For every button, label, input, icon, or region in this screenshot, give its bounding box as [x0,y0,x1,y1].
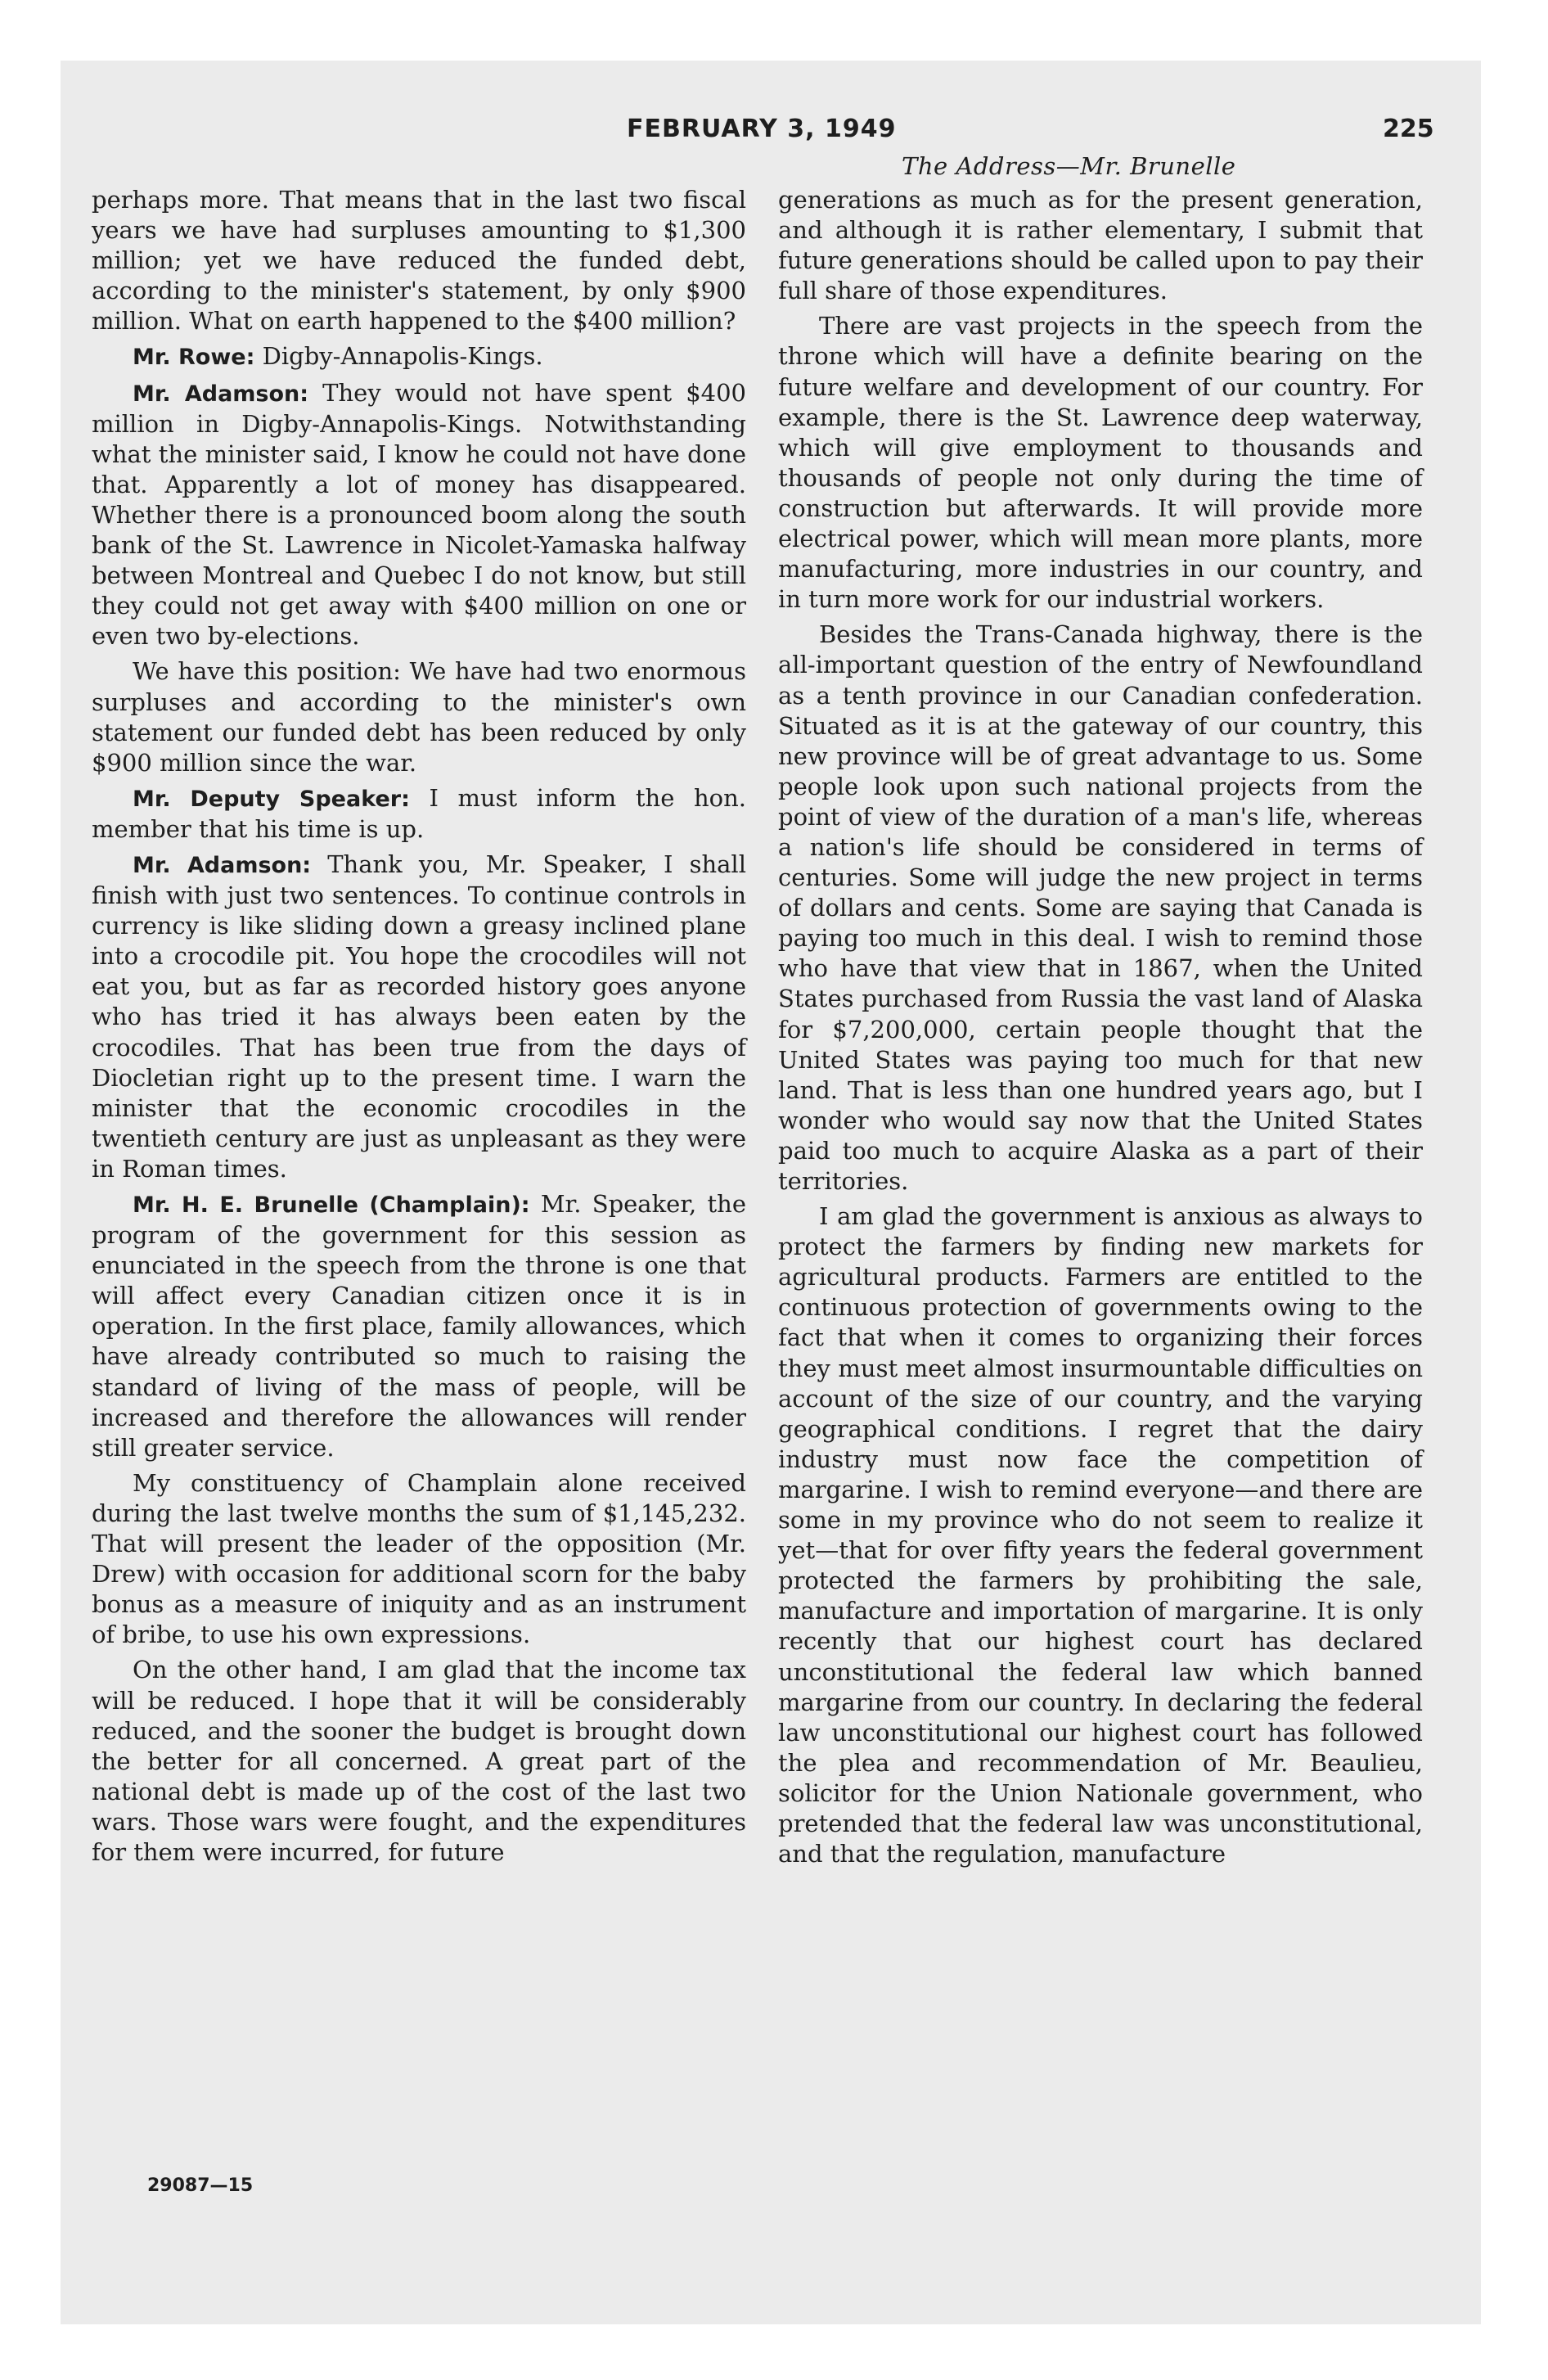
paragraph: Besides the Trans-Canada highway, there is the all-important question of the entry of Newfoundland as a tenth province in our Canadian confederation. Situated as it is at the gateway of our country, this new province will be of great advantage to us. Some people look upon such national projects from the point of view of the duration of a man's life, whereas a nation's life should be considered in terms of centuries. Some will judge the new project in terms of dollars and cents. Some are saying that Canada is paying too much in this deal. I wish to remind those who have that view that in 1867, when the United States purchased from Russia the vast land of Alaska for $7,200,000, certain people thought that the United States was paying too much for that new land. That is less than one hundred years ago, but I wonder who would say now that the United States paid too much to acquire Alaska as a part of their territories. [778,620,1423,1195]
paragraph [92,1189,746,1463]
signature-code: 29087—15 [147,2175,254,2196]
paragraph [92,341,746,372]
running-head-date: FEBRUARY 3, 1949 [627,115,897,143]
paragraph [92,783,746,845]
paragraph: I am glad the government is anxious as always to protect the farmers by finding new markets for agricultural products. Farmers are entitled to the continuous protection of governments owing to the fact that when it comes to organizing their forces they must meet almost insurmountable difficulties on account of the size of our country, and the varying geographical conditions. I regret that the dairy industry must now face the competition of margarine. I wish to remind everyone—and there are some in my province who do not seem to realize it yet—that for over fifty years the federal government protected the farmers by prohibiting the sale, manufacture and importation of margarine. It is only recently that our highest court has declared unconstitutional the federal law which banned margarine from our country. In declaring the federal law unconstitutional our highest court has followed the plea and recommendation of Mr. Beaulieu, solicitor for the Union Nationale government, who pretended that the federal law was unconstitutional, and that the regulation, manufacture [778,1202,1423,1868]
speech-text: Mr. Speaker, the program of the government for this session as enunciated in the speech from the throne is one that will affect every Canadian citizen once it is in operation. In the first place, family allowances, which have already contributed so much to raising the standard of living of the mass of people, will be increased and therefore the allowances will render still greater service. [92,1190,746,1462]
paragraph: We have this position: We have had two enormous surpluses and according to the minister's own statement our funded debt has been reduced by only $900 million since the war. [92,657,746,777]
paragraph: perhaps more. That means that in the last two fiscal years we have had surpluses amounting to $1,300 million; yet we have reduced the funded debt, according to the minister's statement, by only $900 million. What on earth happened to the $400 million? [92,186,746,336]
speech-text: They would not have spent $400 million in Digby-Annapolis-Kings. Notwithstanding what the minister said, I know he could not have done that. Apparently a lot of money has disappeared. Whether there is a pronounced boom along the south bank of the St. Lawrence in Nicolet-Yamaska halfway between Montreal and Quebec I do not know, but still they could not get away with $400 million on one or even two by-elections. [92,378,746,651]
paragraph: There are vast projects in the speech from the throne which will have a definite bearing on the future welfare and development of our country. For example, there is the St. Lawrence deep waterway, which will give employment to thousands and thousands of people not only during the time of construction but afterwards. It will provide more electrical power, which will mean more plants, more manufacturing, more industries in our country, and in turn more work for our industrial workers. [778,312,1423,614]
paragraph [92,378,746,652]
right-column [778,185,1423,1874]
speech-text: Thank you, Mr. Speaker, I shall finish with just two sentences. To continue controls in currency is like sliding down a greasy inclined plane into a crocodile pit. You hope the crocodiles will not eat you, but as far as recorded history goes anyone who has tried it has always been eaten by the crocodiles. That has been true from the days of Diocletian right up to the present time. I warn the minister that the economic crocodiles in the twentieth century are just as unpleasant as they were in Roman times. [92,850,746,1183]
speaker-name: Mr. Deputy Speaker: [133,786,410,812]
paragraph: generations as much as for the present generation, and although it is rather elementary, I submit that future generations should be called upon to pay their full share of those expenditures. [778,186,1423,305]
column-subhead: The Address—Mr. Brunelle [902,152,1236,180]
speaker-name: Mr. Adamson: [133,852,312,878]
page-number: 225 [1383,115,1434,143]
speech-text: I must inform the hon. member that his time is up. [92,783,746,843]
left-column [92,185,746,1873]
speaker-name: Mr. Rowe: [133,345,255,371]
paragraph: On the other hand, I am glad that the income tax will be reduced. I hope that it will be considerably reduced, and the sooner the budget is brought down the better for all concerned. A great part of the national debt is made up of the cost of the last two wars. Those wars were fought, and the expenditures for them were incurred, for future [92,1656,746,1866]
speaker-name: Mr. H. E. Brunelle (Champlain): [133,1192,530,1218]
paragraph [92,850,746,1184]
paragraph: My constituency of Champlain alone received during the last twelve months the sum of $1,145,232. That will present the leader of the opposition (Mr. Drew) with occasion for additional scorn for the baby bonus as a measure of iniquity and as an instrument of bribe, to use his own expressions. [92,1468,746,1649]
speech-text: Digby-Annapolis-Kings. [254,342,543,371]
speaker-name: Mr. Adamson: [133,381,309,407]
